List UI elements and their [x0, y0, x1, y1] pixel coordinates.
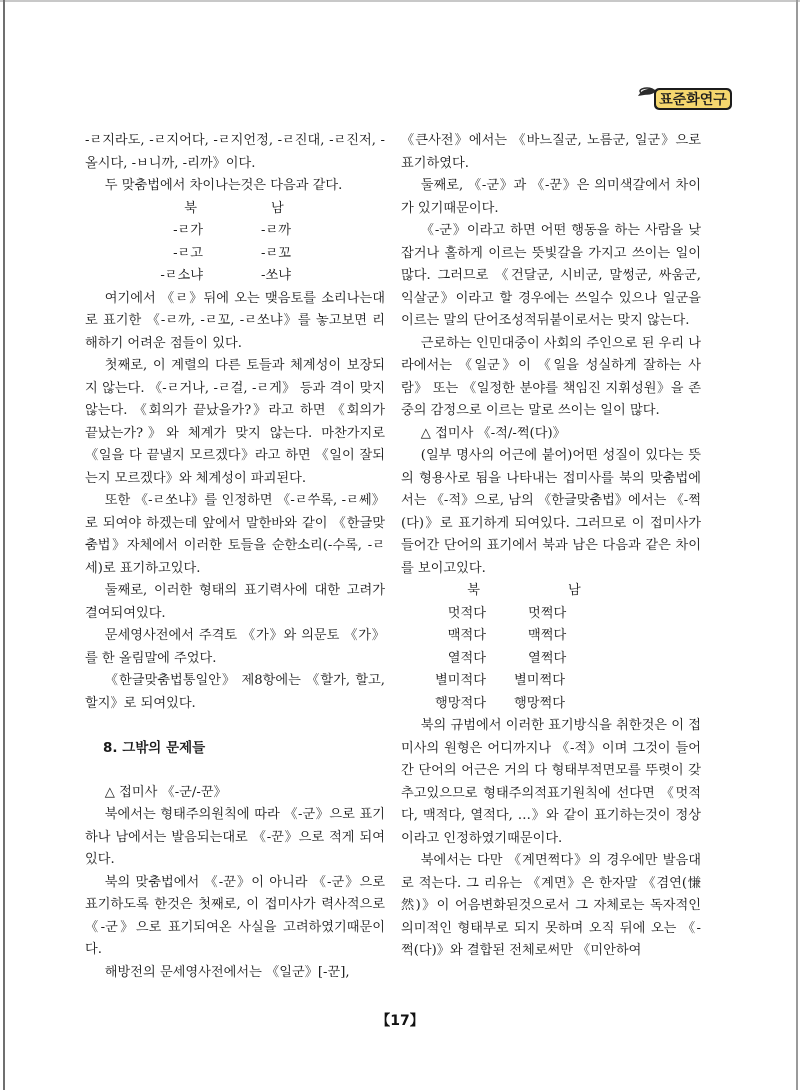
page-right-border [796, 0, 798, 1090]
cell-north: -ㄹ가 [173, 223, 203, 238]
logo-text: 표준화연구 [659, 92, 727, 108]
table-row [401, 648, 701, 671]
cell-north: -ㄹ고 [173, 245, 203, 261]
paragraph: 북에서는 다만 《계면쩍다》의 경우에만 발음대로 적는다. 그 리유는 《계면》은 한자말 《겸연(慊然)》이 어음변화된것으로서 그 자체로는 독자적인 의미적인 형태부로 되지 못하며 오직 뒤에 오는 《-쩍(다)》와 결합된 전체로써만 《미안하여 [401, 853, 701, 958]
comparison-table [85, 198, 385, 288]
paragraph: 근로하는 인민대중이 사회의 주인으로 된 우리 나라에서는 《일군》이 《일을 성실하게 잘하는 사람》 또는 《일정한 분야를 책임진 지휘성원》을 존중의 감정으로 이르는 말로 쓰이는 일이 많다. [401, 335, 701, 418]
cell-north: 별미적다 [435, 673, 486, 688]
cell-south: 멋쩍다 [528, 605, 567, 621]
table-row [85, 265, 385, 288]
paragraph: -ㄹ지라도, -ㄹ지어다, -ㄹ지언정, -ㄹ진대, -ㄹ진저, -올시다, -ㅂ니까, -리까》이다. [85, 133, 385, 171]
cell-north: 행망적다 [435, 695, 486, 711]
cell-north: -ㄹ소냐 [160, 268, 203, 283]
page-top-border [0, 0, 800, 2]
paragraph: 첫째로, 이 계렬의 다른 토들과 체계성이 보장되지 않는다. 《-ㄹ거나, -ㄹ걸, -ㄹ게》 등과 격이 맞지 않는다. 《회의가 끝났을가?》라고 하면 《회의가 끝났는가?》와 체계가 맞지 않는다. 마찬가지로 《일을 다 끝낼지 모르겠다》라고 하면 《일이 잘되는지 모르겠다》와 체계성이 파괴된다. [85, 358, 385, 486]
paragraph: 북에서는 형태주의원칙에 따라 《-군》으로 표기하나 남에서는 발음되는대로 《-꾼》으로 적게 되여있다. [85, 807, 385, 867]
paragraph: 둘째로, 이러한 형태의 표기력사에 대한 고려가 결여되여있다. [85, 583, 385, 621]
subsection-title: △ 접미사 《-적/-쩍(다)》 [420, 425, 566, 441]
cell-south: 행망쩍다 [514, 695, 565, 711]
paragraph: 《-군》이라고 하면 어떤 행동을 하는 사람을 낮잡거나 홀하게 이르는 뜻빛갈을 가지고 쓰이는 일이 많다. 그러므로 《건달군, 시비군, 말썽군, 싸움군, 익살군》이라고 할 경우에는 쓰일수 있으나 일군을 이르는 말의 단어조성적뒤붙이로서는 맞지 않는다. [401, 223, 701, 328]
paragraph: 북의 규범에서 이러한 표기방식을 취한것은 이 접미사의 원형은 어디까지나 《-적》이며 그것이 들어간 단어의 어근은 거의 다 형태부적면모를 뚜렷이 갖추고있으므로 형태주의적표기원칙에 선다면 《멋적다, 맥적다, 열적다, …》와 같이 표기하는것이 정상이라고 인정하였기때문이다. [401, 718, 701, 846]
paragraph: 또한 《-ㄹ쏘냐》를 인정하면 《-ㄹ쑤록, -ㄹ쎄》로 되여야 하겠는데 앞에서 말한바와 같이 《한글맞춤법》자체에서 이러한 토들을 순한소리(-수록, -ㄹ세)로 표기하고있다. [85, 493, 385, 576]
paragraph: 《한글맞춤법통일안》 제8항에는 《할가, 할고, 할지》로 되여있다. [85, 673, 385, 711]
cell-south: 맥쩍다 [528, 628, 567, 643]
table-row [401, 603, 701, 626]
right-column [401, 130, 701, 963]
page-left-border [3, 0, 5, 1090]
paragraph: 여기에서 《ㄹ》뒤에 오는 맺음토를 소리나는대로 표기한 《-ㄹ까, -ㄹ꼬, -ㄹ쏘냐》를 놓고보면 리해하기 어려운 점들이 있다. [85, 290, 385, 351]
table-row [401, 625, 701, 648]
page-number: 【17】 [376, 1013, 424, 1029]
subsection-title: △ 접미사 《-군/-꾼》 [104, 784, 227, 800]
header-south: 남 [271, 200, 284, 216]
journal-logo [636, 82, 736, 114]
table-row [401, 693, 701, 716]
table-header [85, 198, 385, 221]
header-south: 남 [568, 583, 581, 598]
header-north: 북 [467, 583, 480, 598]
table-row [85, 243, 385, 266]
cell-north: 열적다 [447, 650, 486, 666]
cell-north: 멋적다 [447, 605, 486, 621]
cell-south: -ㄹ꼬 [261, 245, 291, 261]
paragraph: 두 맞춤법에서 차이나는것은 다음과 같다. [104, 178, 343, 193]
left-column [85, 130, 385, 984]
cell-south: 별미쩍다 [514, 673, 565, 688]
cell-north: 맥적다 [447, 628, 486, 643]
table-header [401, 580, 701, 603]
paragraph: 문세영사전에서 주격토 《가》와 의문토 《가》를 한 올림말에 주었다. [85, 628, 385, 666]
cell-south: 열쩍다 [528, 650, 567, 666]
paragraph: 북의 맞춤법에서 《-꾼》이 아니라 《-군》으로 표기하도록 한것은 첫째로, 이 접미사가 력사적으로 《-군》으로 표기되여온 사실을 고려하였기때문이다. [85, 874, 385, 957]
paragraph: 해방전의 문세영사전에서는 《일군》[-꾼], [104, 964, 350, 980]
cell-south: -쏘냐 [261, 268, 291, 283]
header-north: 북 [184, 200, 197, 216]
section-heading: 8. 그밖의 문제들 [103, 740, 206, 756]
paragraph: (일부 명사의 어근에 붙어)어떤 성질이 있다는 뜻의 형용사로 됨을 나타내는 접미사를 북의 맞춤법에서는 《-적》으로, 남의 《한글맞춤법》에서는 《-쩍(다)》로 표기하게 되여있다. 그러므로 이 접미사가 들어간 단어의 표기에서 북과 남은 다음과 같은 차이를 보이고있다. [401, 448, 701, 576]
paragraph: 둘째로, 《-군》과 《-꾼》은 의미색갈에서 차이가 있기때문이다. [401, 178, 701, 216]
table-row [85, 220, 385, 243]
table-row [401, 670, 701, 693]
comparison-table [401, 580, 701, 715]
cell-south: -ㄹ까 [261, 223, 291, 238]
paragraph: 《큰사전》에서는 《바느질군, 노름군, 일군》으로 표기하였다. [401, 133, 701, 171]
